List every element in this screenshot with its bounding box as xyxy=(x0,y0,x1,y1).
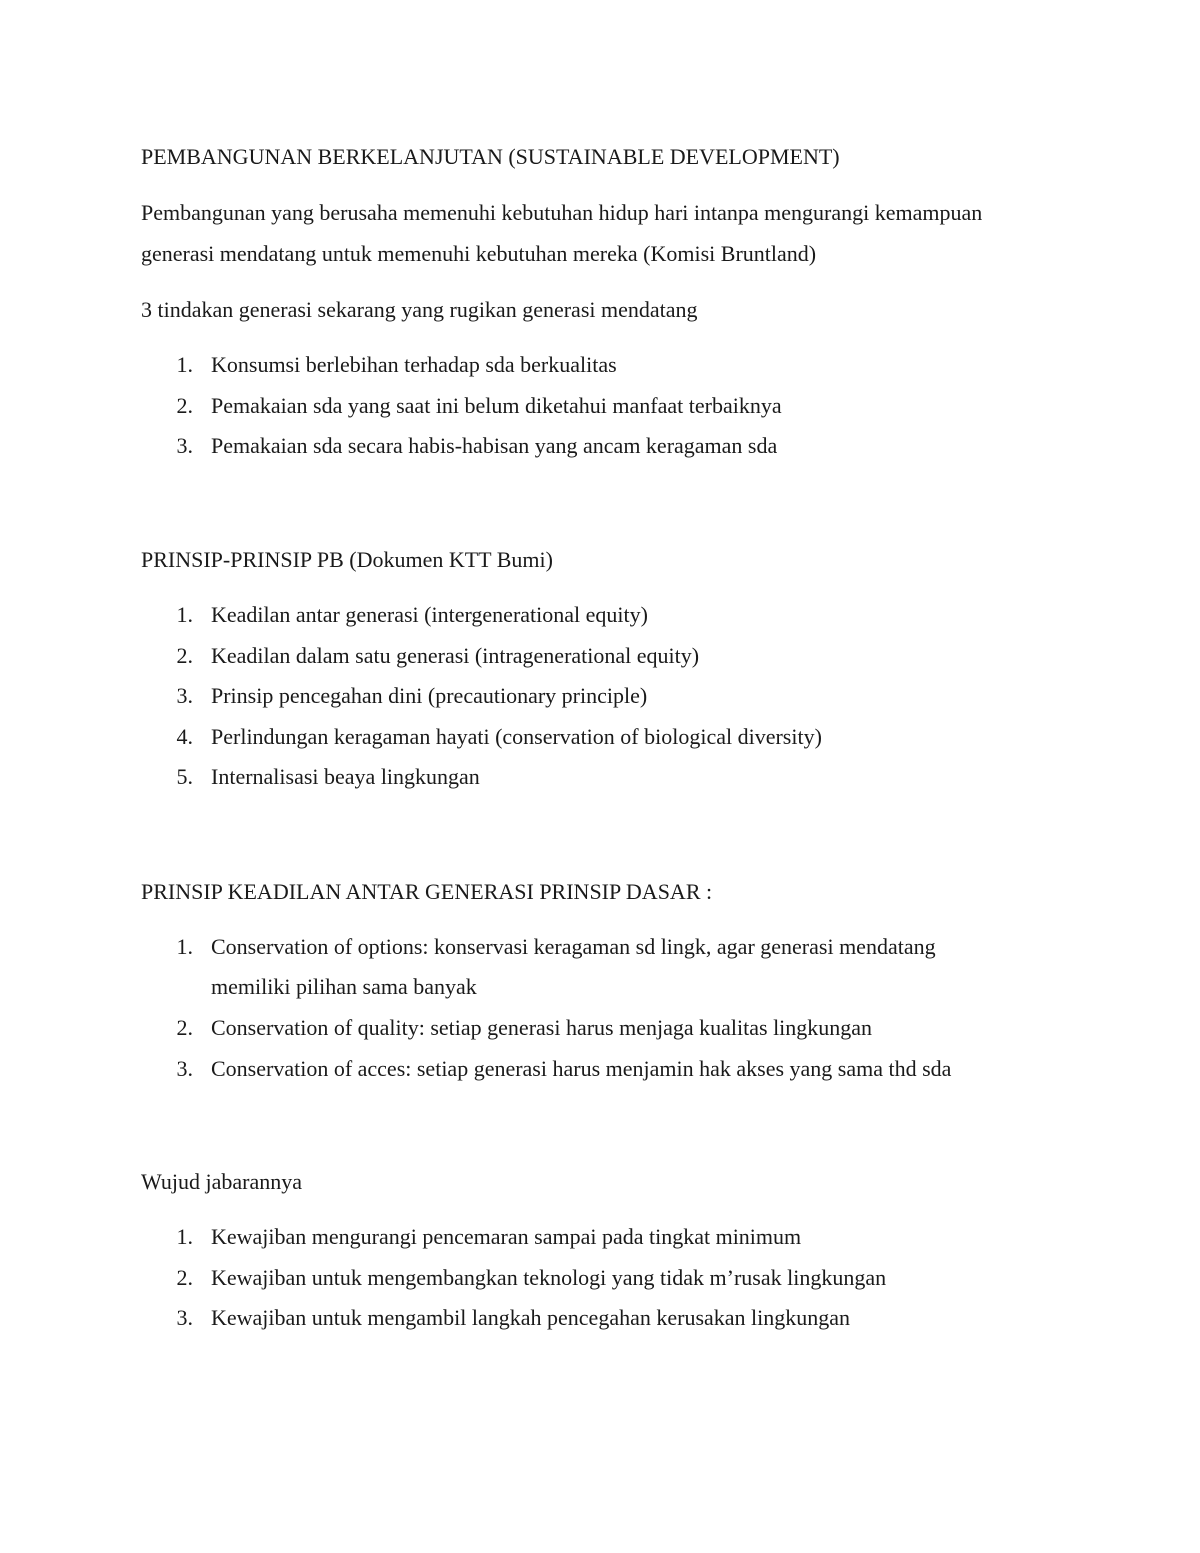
section-subheading: 3 tindakan generasi sekarang yang rugikan generasi mendatang xyxy=(141,297,698,322)
list-text: Keadilan antar generasi (intergenerational equity) xyxy=(211,602,648,627)
list-number: 3. xyxy=(176,433,193,458)
definition-line: Pembangunan yang berusaha memenuhi kebutuhan hidup hari intanpa mengurangi kemampuan xyxy=(141,200,983,225)
list-text: Kewajiban untuk mengambil langkah pencegahan kerusakan lingkungan xyxy=(211,1305,851,1330)
list-number: 3. xyxy=(176,1305,193,1330)
list-text: Keadilan dalam satu generasi (intragenerational equity) xyxy=(211,643,700,668)
list-text: Kewajiban untuk mengembangkan teknologi yang tidak m’rusak lingkungan xyxy=(211,1265,887,1290)
section-heading: PRINSIP KEADILAN ANTAR GENERASI PRINSIP DASAR : xyxy=(141,879,713,904)
list-number: 1. xyxy=(176,352,193,377)
list-number: 2. xyxy=(176,1015,193,1040)
list-text: Perlindungan keragaman hayati (conservation of biological diversity) xyxy=(211,724,822,749)
list-text: Pemakaian sda secara habis-habisan yang ancam keragaman sda xyxy=(211,433,778,458)
list-text: Konsumsi berlebihan terhadap sda berkualitas xyxy=(211,352,617,377)
list-number: 2. xyxy=(176,643,193,668)
list-number: 1. xyxy=(176,602,193,627)
list-number: 2. xyxy=(176,393,193,418)
list-text: Conservation of options: konservasi keragaman sd lingk, agar generasi mendatang xyxy=(211,934,936,959)
list-text: Conservation of acces: setiap generasi harus menjamin hak akses yang sama thd sda xyxy=(211,1056,952,1081)
list-number: 3. xyxy=(176,1056,193,1081)
section-heading: PEMBANGUNAN BERKELANJUTAN (SUSTAINABLE DEVELOPMENT) xyxy=(141,144,840,169)
section-heading: Wujud jabarannya xyxy=(141,1169,302,1194)
list-text: Conservation of quality: setiap generasi harus menjaga kualitas lingkungan xyxy=(211,1015,873,1040)
list-number: 5. xyxy=(176,764,193,789)
list-text: Internalisasi beaya lingkungan xyxy=(211,764,480,789)
list-text: memiliki pilihan sama banyak xyxy=(211,974,477,999)
list-text: Pemakaian sda yang saat ini belum diketahui manfaat terbaiknya xyxy=(211,393,782,418)
list-number: 1. xyxy=(176,1224,193,1249)
list-text: Prinsip pencegahan dini (precautionary principle) xyxy=(211,683,648,708)
list-number: 2. xyxy=(176,1265,193,1290)
definition-line: generasi mendatang untuk memenuhi kebutuhan mereka (Komisi Bruntland) xyxy=(141,241,817,266)
list-text: Kewajiban mengurangi pencemaran sampai pada tingkat minimum xyxy=(211,1224,802,1249)
section-heading: PRINSIP-PRINSIP PB (Dokumen KTT Bumi) xyxy=(141,547,553,572)
list-number: 4. xyxy=(176,724,193,749)
list-number: 1. xyxy=(176,934,193,959)
list-number: 3. xyxy=(176,683,193,708)
